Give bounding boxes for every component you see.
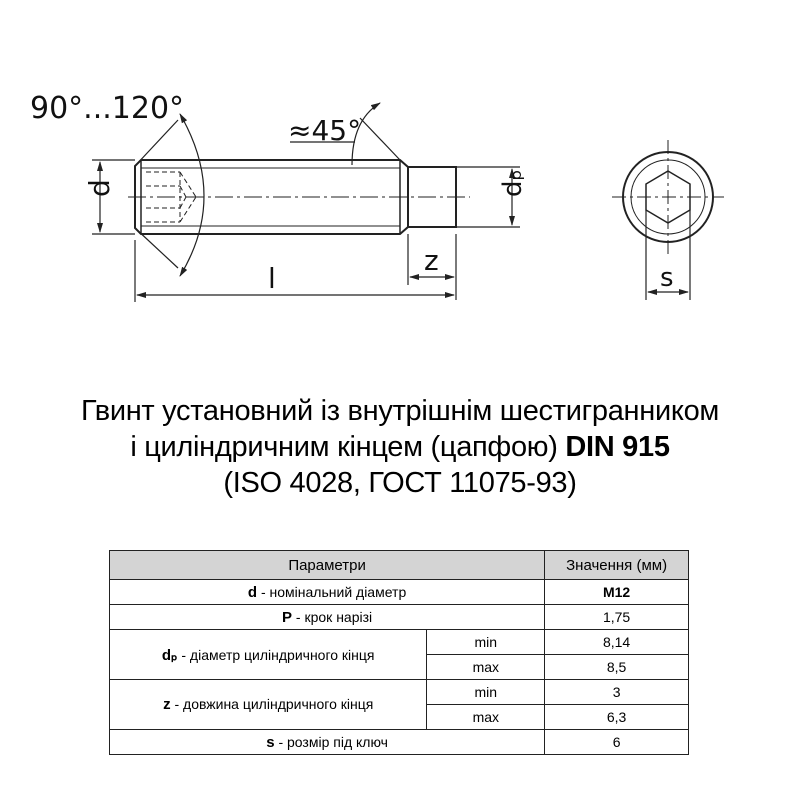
l-label: l bbox=[268, 262, 276, 295]
z-label: z bbox=[424, 244, 439, 277]
header-parameters: Параметри bbox=[110, 551, 545, 580]
z-min-label: min bbox=[427, 680, 545, 705]
angle-dimension bbox=[135, 114, 204, 276]
value-d bbox=[545, 580, 689, 605]
header-values: Значення (мм) bbox=[545, 551, 689, 580]
z-max-label: max bbox=[427, 705, 545, 730]
param-symbol: dₚ bbox=[161, 646, 178, 664]
param-description: - довжина циліндричного кінця bbox=[170, 696, 374, 712]
param-z bbox=[110, 680, 427, 730]
param-description: - номінальний діаметр bbox=[257, 583, 407, 600]
table-row bbox=[110, 580, 689, 605]
value-z-max: 6,3 bbox=[545, 705, 689, 730]
value-p: 1,75 bbox=[545, 605, 689, 630]
parameters-table bbox=[109, 550, 689, 755]
technical-drawing bbox=[0, 0, 800, 330]
param-description: - розмір під ключ bbox=[274, 733, 388, 750]
table-header-row bbox=[110, 551, 689, 580]
angle-label: 90°...120° bbox=[30, 91, 185, 126]
title-standard: DIN 915 bbox=[565, 431, 670, 463]
param-symbol: z bbox=[163, 696, 171, 713]
value-dp-max: 8,5 bbox=[545, 655, 689, 680]
product-title bbox=[0, 393, 800, 501]
dp-max-label: max bbox=[427, 655, 545, 680]
table-row bbox=[110, 730, 689, 755]
s-label: s bbox=[660, 263, 674, 293]
screw-side-view bbox=[128, 160, 470, 234]
value-text: M12 bbox=[602, 584, 631, 600]
param-s bbox=[110, 730, 545, 755]
dp-label: dₚ bbox=[498, 169, 528, 197]
table-row bbox=[110, 680, 689, 705]
param-symbol: d bbox=[247, 583, 258, 601]
param-symbol: P bbox=[282, 608, 293, 626]
param-description: - діаметр циліндричного кінця bbox=[177, 646, 375, 663]
param-dp bbox=[110, 630, 427, 680]
table-row bbox=[110, 605, 689, 630]
title-line-2-text: і циліндричним кінцем (цапфою) bbox=[130, 431, 566, 463]
dp-min-label: min bbox=[427, 630, 545, 655]
d-label: d bbox=[83, 179, 116, 197]
chamfer-label: ≈45° bbox=[288, 114, 362, 147]
title-line-2 bbox=[0, 429, 800, 465]
table-row bbox=[110, 630, 689, 655]
title-line-3: (ISO 4028, ГОСТ 11075-93) bbox=[223, 467, 577, 499]
value-s: 6 bbox=[545, 730, 689, 755]
title-line-1: Гвинт установний із внутрішнім шестигранником bbox=[80, 395, 720, 427]
param-p bbox=[110, 605, 545, 630]
value-z-min: 3 bbox=[545, 680, 689, 705]
value-dp-min: 8,14 bbox=[545, 630, 689, 655]
param-description: - крок нарізі bbox=[292, 608, 373, 625]
param-symbol: s bbox=[266, 733, 275, 751]
param-d bbox=[110, 580, 545, 605]
